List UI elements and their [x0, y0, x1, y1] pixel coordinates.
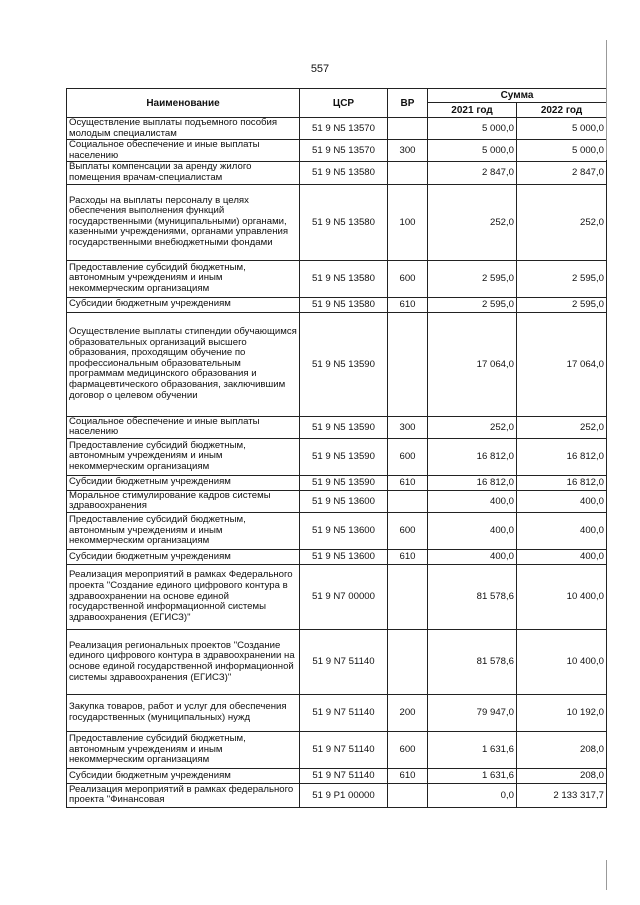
row-name: Субсидии бюджетным учреждениям — [67, 768, 300, 783]
table-row — [67, 312, 607, 416]
row-sum-2021: 252,0 — [428, 416, 517, 438]
row-sum-2022: 17 064,0 — [517, 312, 607, 416]
table-row — [67, 184, 607, 260]
table-header — [67, 89, 607, 118]
row-csr: 51 9 N5 13580 — [300, 297, 388, 312]
row-sum-2022: 208,0 — [517, 731, 607, 768]
row-vr — [388, 783, 428, 807]
row-vr: 600 — [388, 260, 428, 297]
table-body — [67, 118, 607, 808]
table-row — [67, 475, 607, 490]
scan-margin-line — [606, 40, 607, 160]
row-csr: 51 9 N7 51140 — [300, 694, 388, 731]
budget-table — [66, 88, 607, 808]
row-name: Реализация региональных проектов "Создание единого цифрового контура в здравоохранении на основе единой государственной информационной системы здравоохранения (ЕГИСЗ)" — [67, 629, 300, 694]
row-sum-2021: 400,0 — [428, 512, 517, 549]
header-name: Наименование — [67, 89, 300, 118]
row-sum-2022: 400,0 — [517, 549, 607, 564]
row-name: Осуществление выплаты подъемного пособия молодым специалистам — [67, 118, 300, 140]
row-sum-2021: 0,0 — [428, 783, 517, 807]
row-sum-2022: 10 400,0 — [517, 564, 607, 629]
row-sum-2021: 2 595,0 — [428, 260, 517, 297]
row-name: Закупка товаров, работ и услуг для обеспечения государственных (муниципальных) нужд — [67, 694, 300, 731]
table-row — [67, 549, 607, 564]
row-csr: 51 9 N7 51140 — [300, 768, 388, 783]
scan-margin-line — [606, 860, 607, 890]
row-sum-2021: 5 000,0 — [428, 140, 517, 162]
table-row — [67, 783, 607, 807]
row-sum-2021: 1 631,6 — [428, 731, 517, 768]
row-vr — [388, 312, 428, 416]
row-name: Реализация мероприятий в рамках Федерального проекта "Создание единого цифрового контура в здравоохранении на основе единой государственной информационной системы здравоохранения (ЕГИСЗ)" — [67, 564, 300, 629]
row-name: Предоставление субсидий бюджетным, автономным учреждениям и иным некоммерческим организациям — [67, 512, 300, 549]
header-year-2022: 2022 год — [517, 103, 607, 118]
row-csr: 51 9 N5 13590 — [300, 475, 388, 490]
row-sum-2021: 81 578,6 — [428, 564, 517, 629]
row-vr — [388, 162, 428, 184]
row-vr: 610 — [388, 768, 428, 783]
row-sum-2022: 2 847,0 — [517, 162, 607, 184]
table-row — [67, 140, 607, 162]
row-csr: 51 9 N7 51140 — [300, 731, 388, 768]
row-sum-2021: 400,0 — [428, 490, 517, 512]
row-name: Предоставление субсидий бюджетным, автономным учреждениям и иным некоммерческим организациям — [67, 260, 300, 297]
table-row — [67, 512, 607, 549]
table-row — [67, 118, 607, 140]
header-csr: ЦСР — [300, 89, 388, 118]
row-csr: 51 9 N5 13590 — [300, 312, 388, 416]
row-csr: 51 9 N5 13570 — [300, 140, 388, 162]
row-sum-2021: 81 578,6 — [428, 629, 517, 694]
row-vr: 200 — [388, 694, 428, 731]
row-vr: 600 — [388, 512, 428, 549]
row-vr: 610 — [388, 549, 428, 564]
row-sum-2022: 252,0 — [517, 416, 607, 438]
row-vr: 600 — [388, 438, 428, 475]
row-sum-2021: 2 595,0 — [428, 297, 517, 312]
row-name: Моральное стимулирование кадров системы здравоохранения — [67, 490, 300, 512]
row-csr: 51 9 N7 00000 — [300, 564, 388, 629]
row-sum-2021: 252,0 — [428, 184, 517, 260]
header-year-2021: 2021 год — [428, 103, 517, 118]
table-row — [67, 438, 607, 475]
row-csr: 51 9 N5 13570 — [300, 118, 388, 140]
row-sum-2022: 2 595,0 — [517, 260, 607, 297]
row-csr: 51 9 N5 13580 — [300, 184, 388, 260]
row-name: Расходы на выплаты персоналу в целях обеспечения выполнения функций государственными (муниципальными) органами, казенными учреждениями, органами управления государственными внебюджетными фондами — [67, 184, 300, 260]
row-sum-2021: 17 064,0 — [428, 312, 517, 416]
table-row — [67, 694, 607, 731]
row-vr: 600 — [388, 731, 428, 768]
row-name: Реализация мероприятий в рамках федерального проекта "Финансовая — [67, 783, 300, 807]
row-vr: 610 — [388, 475, 428, 490]
row-sum-2021: 5 000,0 — [428, 118, 517, 140]
row-sum-2021: 1 631,6 — [428, 768, 517, 783]
row-sum-2022: 2 595,0 — [517, 297, 607, 312]
row-csr: 51 9 N5 13600 — [300, 490, 388, 512]
row-name: Осуществление выплаты стипендии обучающимся образовательных организаций высшего образования, проходящим обучение по профессиональным образовательным программам медицинского образования и фармацевтического образования, заключившим договор о целевом обучении — [67, 312, 300, 416]
row-vr — [388, 118, 428, 140]
row-sum-2022: 252,0 — [517, 184, 607, 260]
row-vr — [388, 629, 428, 694]
row-sum-2021: 79 947,0 — [428, 694, 517, 731]
row-vr — [388, 564, 428, 629]
row-csr: 51 9 N5 13600 — [300, 512, 388, 549]
row-sum-2022: 5 000,0 — [517, 140, 607, 162]
table-row — [67, 768, 607, 783]
row-name: Субсидии бюджетным учреждениям — [67, 549, 300, 564]
table-row — [67, 260, 607, 297]
header-vr: ВР — [388, 89, 428, 118]
row-name: Предоставление субсидий бюджетным, автономным учреждениям и иным некоммерческим организациям — [67, 731, 300, 768]
row-vr: 300 — [388, 416, 428, 438]
row-sum-2022: 16 812,0 — [517, 438, 607, 475]
header-sum: Сумма — [428, 89, 607, 103]
row-sum-2021: 16 812,0 — [428, 438, 517, 475]
row-name: Предоставление субсидий бюджетным, автономным учреждениям и иным некоммерческим организациям — [67, 438, 300, 475]
row-sum-2022: 208,0 — [517, 768, 607, 783]
row-csr: 51 9 N7 51140 — [300, 629, 388, 694]
row-sum-2022: 400,0 — [517, 512, 607, 549]
row-sum-2022: 5 000,0 — [517, 118, 607, 140]
row-sum-2022: 400,0 — [517, 490, 607, 512]
row-csr: 51 9 N5 13580 — [300, 260, 388, 297]
row-csr: 51 9 N5 13580 — [300, 162, 388, 184]
row-name: Социальное обеспечение и иные выплаты населению — [67, 416, 300, 438]
row-csr: 51 9 N5 13590 — [300, 438, 388, 475]
row-vr — [388, 490, 428, 512]
row-name: Субсидии бюджетным учреждениям — [67, 475, 300, 490]
table-row — [67, 416, 607, 438]
table-row — [67, 490, 607, 512]
row-csr: 51 9 N5 13590 — [300, 416, 388, 438]
row-name: Субсидии бюджетным учреждениям — [67, 297, 300, 312]
row-vr: 100 — [388, 184, 428, 260]
table-row — [67, 162, 607, 184]
row-sum-2022: 16 812,0 — [517, 475, 607, 490]
row-name: Социальное обеспечение и иные выплаты населению — [67, 140, 300, 162]
row-sum-2021: 400,0 — [428, 549, 517, 564]
row-vr: 610 — [388, 297, 428, 312]
row-csr: 51 9 P1 00000 — [300, 783, 388, 807]
table-row — [67, 564, 607, 629]
row-sum-2021: 16 812,0 — [428, 475, 517, 490]
table-row — [67, 731, 607, 768]
row-sum-2022: 10 192,0 — [517, 694, 607, 731]
table-row — [67, 629, 607, 694]
row-sum-2021: 2 847,0 — [428, 162, 517, 184]
page-number: 557 — [310, 63, 330, 75]
row-vr: 300 — [388, 140, 428, 162]
row-sum-2022: 10 400,0 — [517, 629, 607, 694]
row-sum-2022: 2 133 317,7 — [517, 783, 607, 807]
table-row — [67, 297, 607, 312]
row-csr: 51 9 N5 13600 — [300, 549, 388, 564]
row-name: Выплаты компенсации за аренду жилого помещения врачам-специалистам — [67, 162, 300, 184]
